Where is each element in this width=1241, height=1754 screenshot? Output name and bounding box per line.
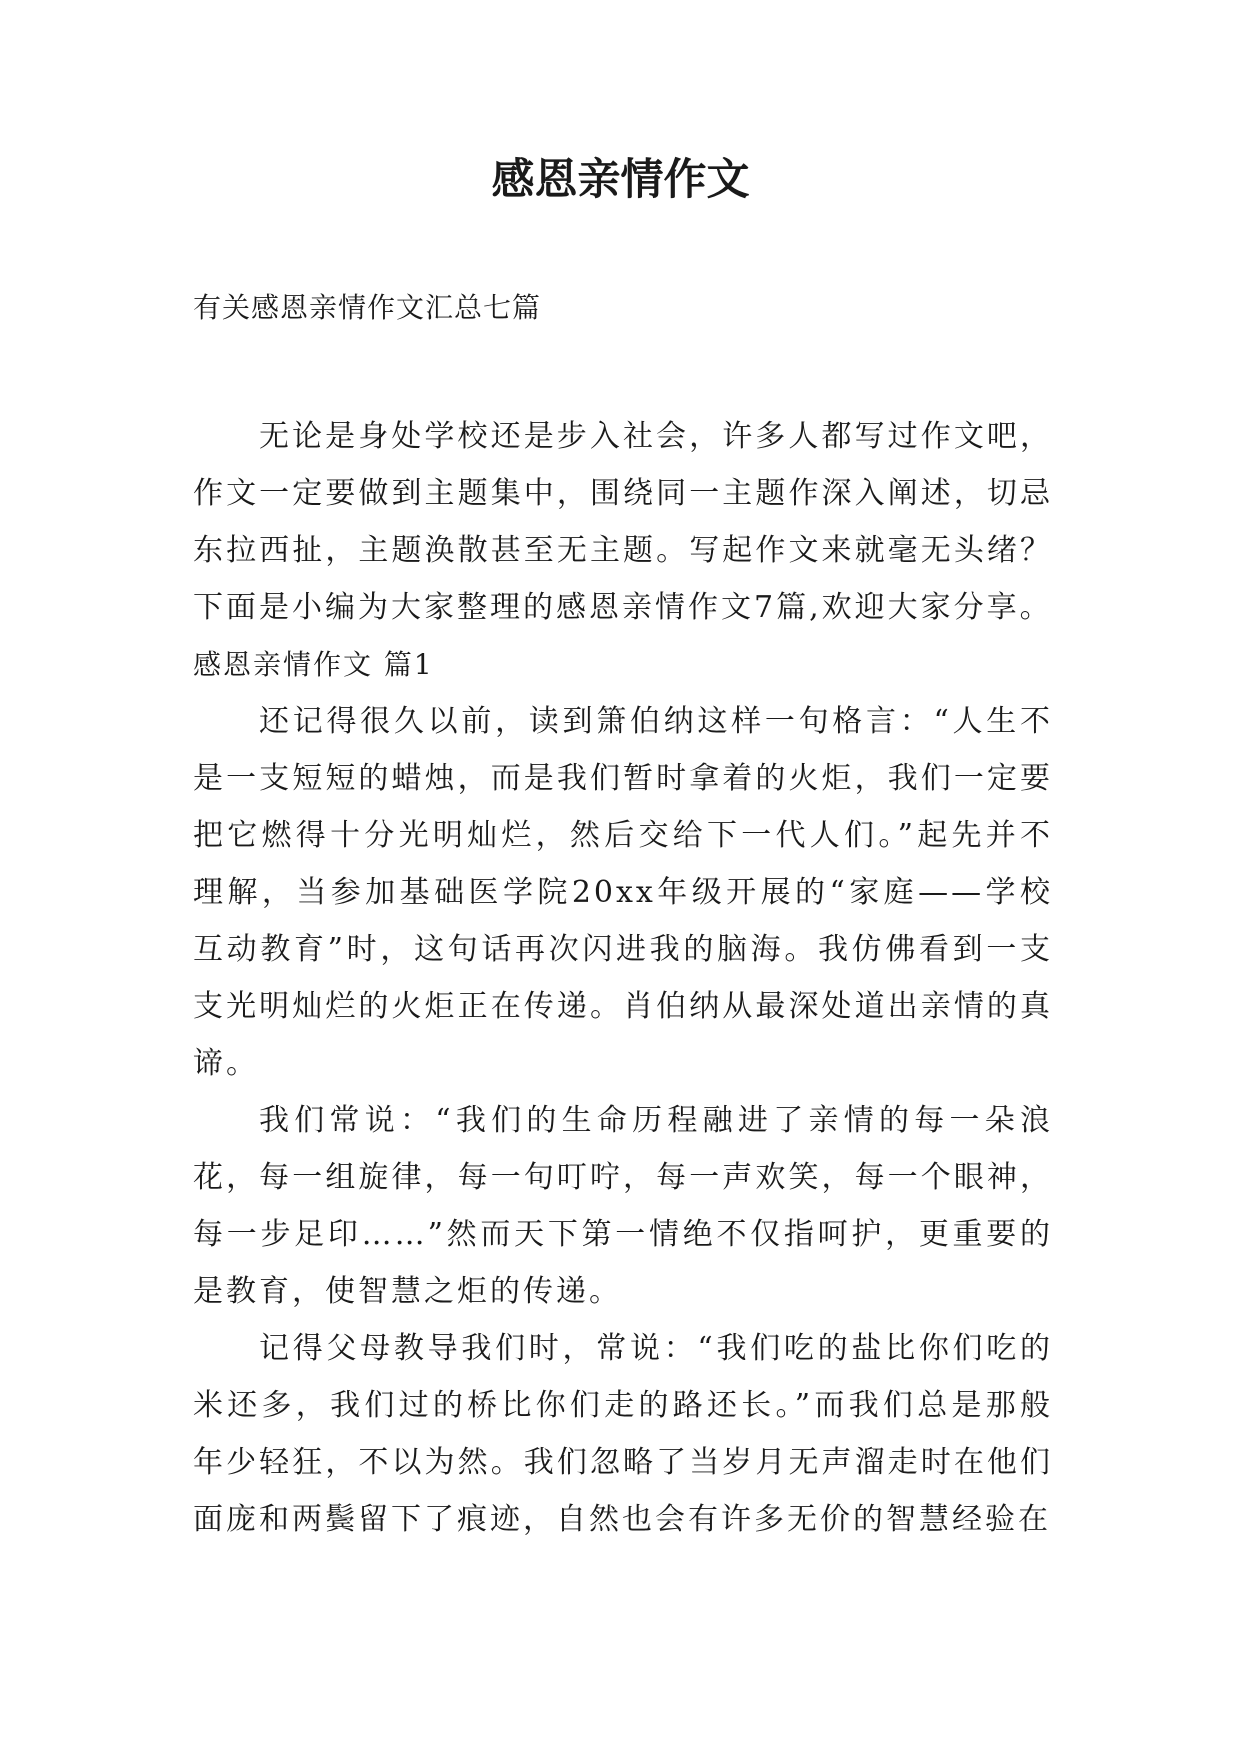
body-paragraph: 还记得很久以前，读到箫伯纳这样一句格言：“人生不是一支短短的蜡烛，而是我们暂时拿着的火炬，我们一定要把它燃得十分光明灿烂，然后交给下一代人们。”起先并不理解，当参加基础医学院20xx年级开展的“家庭——学校互动教育”时，这句话再次闪进我的脑海。我仿佛看到一支支光明灿烂的火炬正在传递。肖伯纳从最深处道出亲情的真谛。	[193, 704, 1053, 1081]
document-title: 感恩亲情作文	[491, 155, 750, 205]
intro-paragraph: 无论是身处学校还是步入社会，许多人都写过作文吧，作文一定要做到主题集中，围绕同一主题作深入阐述，切忌东拉西扯，主题涣散甚至无主题。写起作文来就毫无头绪？下面是小编为大家整理的感恩亲情作文7篇,欢迎大家分享。	[193, 419, 1053, 625]
document-subtitle: 有关感恩亲情作文汇总七篇	[193, 291, 542, 324]
section-heading: 感恩亲情作文 篇1	[193, 648, 434, 681]
document-body	[193, 408, 1053, 1548]
body-paragraph: 我们常说：“我们的生命历程融进了亲情的每一朵浪花，每一组旋律，每一句叮咛，每一声欢笑，每一个眼神，每一步足印……”然而天下第一情绝不仅指呵护，更重要的是教育，使智慧之炬的传递。	[193, 1103, 1053, 1309]
body-paragraph: 记得父母教导我们时，常说：“我们吃的盐比你们吃的米还多，我们过的桥比你们走的路还长。”而我们总是那般年少轻狂，不以为然。我们忽略了当岁月无声溜走时在他们面庞和两鬓留下了痕迹，自然也会有许多无价的智慧经验在	[193, 1331, 1053, 1537]
